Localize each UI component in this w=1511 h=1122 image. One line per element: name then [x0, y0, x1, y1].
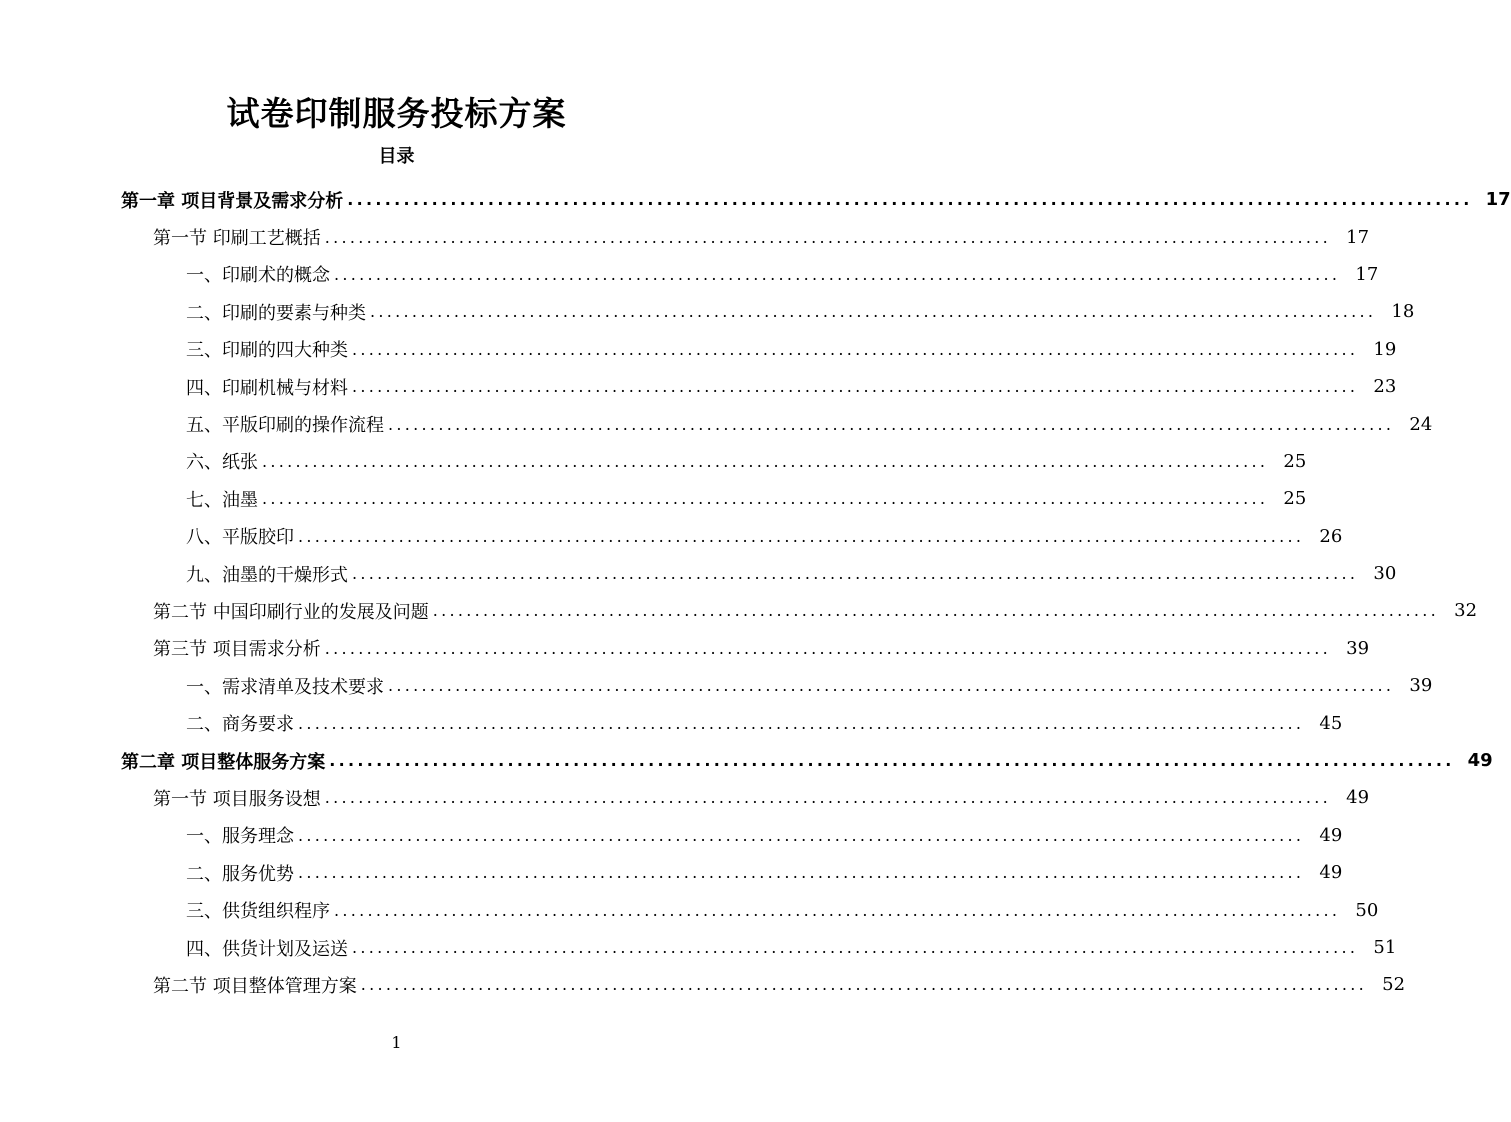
dot-leader: ........................................................................................................................: [370, 302, 1377, 322]
dot-leader: ........................................................................................................................: [324, 227, 1332, 247]
toc-entry-label: 第一节 项目服务设想: [153, 788, 321, 810]
toc-entry-label: 五、平版印刷的操作流程: [186, 415, 384, 437]
toc-entry[interactable]: [0, 854, 1343, 891]
toc-entry-label: 第二章 项目整体服务方案: [121, 751, 326, 773]
toc-entry-label: 二、商务要求: [186, 714, 294, 736]
dot-leader: ........................................................................................................................: [329, 751, 1455, 771]
dot-leader: ........................................................................................................................: [298, 825, 1305, 845]
toc-entry-page: 52: [1382, 974, 1406, 996]
toc-entry-label: 三、印刷的四大种类: [186, 340, 348, 362]
dot-leader: ........................................................................................................................: [352, 339, 1359, 359]
toc-entry-label: 二、服务优势: [186, 863, 294, 885]
toc-entry-label: 四、印刷机械与材料: [186, 377, 348, 399]
dot-leader: ........................................................................................................................: [352, 377, 1359, 397]
toc-entry-label: 第二节 中国印刷行业的发展及问题: [153, 601, 429, 623]
toc-entry-label: 第一章 项目背景及需求分析: [121, 190, 344, 212]
toc-entry[interactable]: [0, 817, 1343, 854]
toc-entry[interactable]: [0, 891, 1379, 928]
toc-entry-page: 17: [1346, 226, 1370, 248]
toc-entry-page: 17: [1485, 189, 1511, 211]
toc-entry-label: 三、供货组织程序: [186, 901, 330, 923]
toc-entry-label: 一、服务理念: [186, 826, 294, 848]
toc-entry[interactable]: [0, 518, 1343, 555]
toc-entry-page: 50: [1355, 899, 1379, 921]
toc-entry-page: 24: [1409, 413, 1433, 435]
dot-leader: ........................................................................................................................: [298, 863, 1305, 883]
dot-leader: ........................................................................................................................: [334, 900, 1341, 920]
dot-leader: ........................................................................................................................: [262, 451, 1269, 471]
toc-heading: 目录: [378, 146, 415, 167]
table-of-contents: [0, 181, 1511, 1004]
dot-leader: ........................................................................................................................: [324, 788, 1332, 808]
dot-leader: ........................................................................................................................: [262, 489, 1269, 509]
toc-entry[interactable]: [0, 293, 1415, 330]
toc-entry-page: 49: [1319, 862, 1343, 884]
dot-leader: ........................................................................................................................: [334, 264, 1341, 284]
dot-leader: ........................................................................................................................: [347, 190, 1473, 210]
dot-leader: ........................................................................................................................: [388, 414, 1395, 434]
toc-entry-label: 二、印刷的要素与种类: [186, 302, 366, 324]
dot-leader: ........................................................................................................................: [432, 601, 1440, 621]
toc-entry-label: 六、纸张: [186, 452, 258, 474]
toc-entry-label: 第三节 项目需求分析: [153, 639, 321, 661]
toc-entry[interactable]: [0, 256, 1379, 293]
toc-entry-page: 19: [1373, 338, 1397, 360]
toc-entry-page: 17: [1355, 263, 1379, 285]
toc-entry[interactable]: [0, 368, 1397, 405]
toc-entry[interactable]: [0, 929, 1397, 966]
toc-entry[interactable]: [0, 779, 1370, 816]
toc-entry[interactable]: [0, 443, 1307, 480]
dot-leader: ........................................................................................................................: [352, 938, 1359, 957]
dot-leader: ........................................................................................................................: [298, 526, 1305, 546]
toc-entry-page: 51: [1373, 937, 1397, 958]
toc-entry[interactable]: [0, 181, 1511, 218]
toc-entry-label: 一、需求清单及技术要求: [186, 676, 384, 698]
toc-entry-page: 18: [1391, 301, 1415, 323]
toc-entry-label: 第一节 印刷工艺概括: [153, 228, 321, 250]
toc-entry-page: 39: [1346, 637, 1370, 659]
dot-leader: ........................................................................................................................: [360, 975, 1368, 995]
toc-entry[interactable]: [0, 592, 1478, 629]
dot-leader: ........................................................................................................................: [324, 638, 1332, 658]
toc-entry-page: 25: [1283, 488, 1307, 510]
toc-entry-page: 39: [1409, 675, 1433, 697]
dot-leader: ........................................................................................................................: [388, 676, 1395, 696]
toc-entry-page: 49: [1467, 750, 1493, 772]
toc-entry-label: 七、油墨: [186, 489, 258, 511]
toc-entry[interactable]: [0, 966, 1406, 1003]
toc-entry-page: 26: [1319, 525, 1343, 547]
toc-entry-page: 23: [1373, 376, 1397, 398]
toc-entry-page: 49: [1346, 787, 1370, 809]
toc-entry-label: 四、供货计划及运送: [186, 938, 348, 960]
toc-entry[interactable]: [0, 742, 1493, 779]
toc-entry-page: 30: [1373, 563, 1397, 585]
toc-entry[interactable]: [0, 630, 1370, 667]
document-title: 试卷印制服务投标方案: [226, 94, 567, 133]
toc-entry[interactable]: [0, 704, 1343, 741]
toc-entry-label: 八、平版胶印: [186, 527, 294, 549]
toc-entry-label: 第二节 项目整体管理方案: [153, 975, 357, 997]
page-number: 1: [391, 1033, 402, 1052]
toc-entry[interactable]: [0, 218, 1370, 255]
dot-leader: ........................................................................................................................: [352, 564, 1359, 584]
toc-entry-page: 49: [1319, 824, 1343, 846]
toc-entry[interactable]: [0, 667, 1433, 704]
toc-entry[interactable]: [0, 331, 1397, 368]
toc-entry-page: 45: [1319, 712, 1343, 734]
toc-entry[interactable]: [0, 555, 1397, 592]
toc-entry-label: 九、油墨的干燥形式: [186, 564, 348, 586]
toc-entry-page: 25: [1283, 450, 1307, 472]
toc-entry[interactable]: [0, 405, 1433, 442]
toc-entry-label: 一、印刷术的概念: [186, 265, 330, 287]
dot-leader: ........................................................................................................................: [298, 713, 1305, 733]
toc-entry[interactable]: [0, 480, 1307, 517]
toc-entry-page: 32: [1454, 600, 1478, 622]
